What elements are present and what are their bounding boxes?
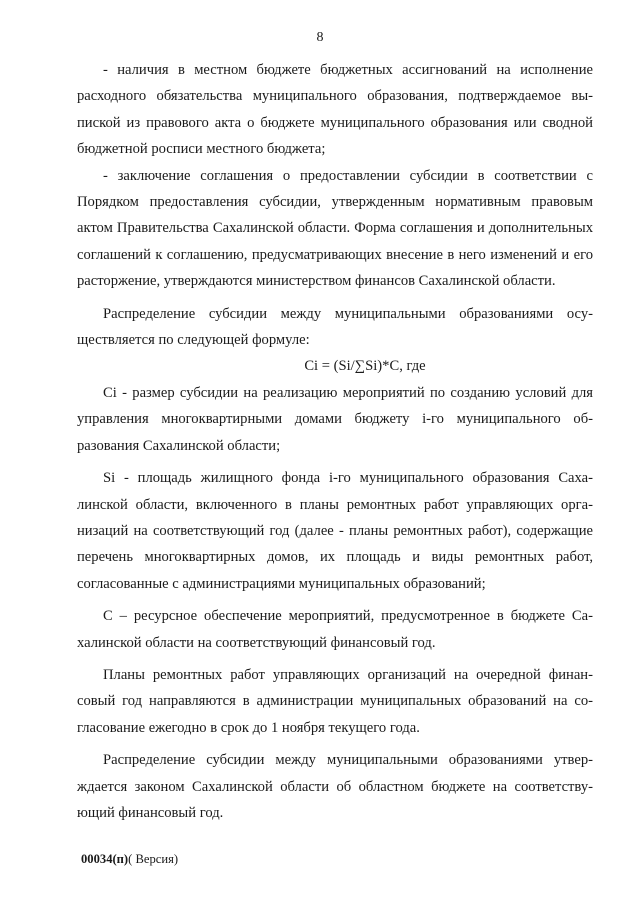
definition-ci: Ci - размер субсидии на реализацию мероприятий по созданию условий для управления многоквартирными домами бюджету i-го муниципального образования Сахалинской области; — [77, 384, 593, 454]
paragraph-budget-allocation: - наличия в местном бюджете бюджетных ассигнований на исполнение расходного обязательства муниципального образования, подтверждаемое выпиской из правового акта о бюджете муниципального образования или сводной бюджетной росписи местного бюджета; — [77, 62, 593, 158]
paragraph-subsidy-agreement: - заключение соглашения о предоставлении субсидии в соответствии с Порядком предоставления субсидии, утвержденным нормативным правовым актом Правительства Сахалинской области. Форма соглашения и дополнительных соглашений к соглашению, предусматривающих внесение в него изменений и его расторжение, утверждаются министерством финансов Сахалинской области. — [77, 167, 593, 290]
document-code: 00034(п) — [81, 852, 129, 866]
paragraph-distribution-approval: Распределение субсидии между муниципальными образованиями утверждается законом Сахалинской области об областном бюджете на соответствующий финансовый год. — [77, 752, 593, 821]
paragraph-distribution-formula-intro: Распределение субсидии между муниципальными образованиями осуществляется по следующей формуле: — [77, 305, 593, 349]
subsidy-formula: Ci = (Si/∑Si)*C, где — [304, 358, 426, 375]
document-footer — [81, 852, 178, 867]
document-version: ( Версия) — [128, 852, 179, 866]
document-body — [77, 57, 593, 826]
paragraph-repair-plans: Планы ремонтных работ управляющих организаций на очередной финансовый год направляются в администрации муниципальных образований на согласование ежегодно в срок до 1 ноября текущего года. — [77, 666, 593, 736]
definition-c: С – ресурсное обеспечение мероприятий, предусмотренное в бюджете Сахалинской области на соответствующий финансовый год. — [77, 608, 593, 651]
definition-si: Si - площадь жилищного фонда i-го муниципального образования Сахалинской области, включенного в планы ремонтных работ управляющих организаций на соответствующий год (далее - планы ремонтных работ), содержащие перечень многоквартирных домов, их площадь и виды ремонтных работ, согласованные с администрациями муниципальных образований; — [77, 470, 593, 592]
page-number: 8 — [316, 30, 324, 45]
